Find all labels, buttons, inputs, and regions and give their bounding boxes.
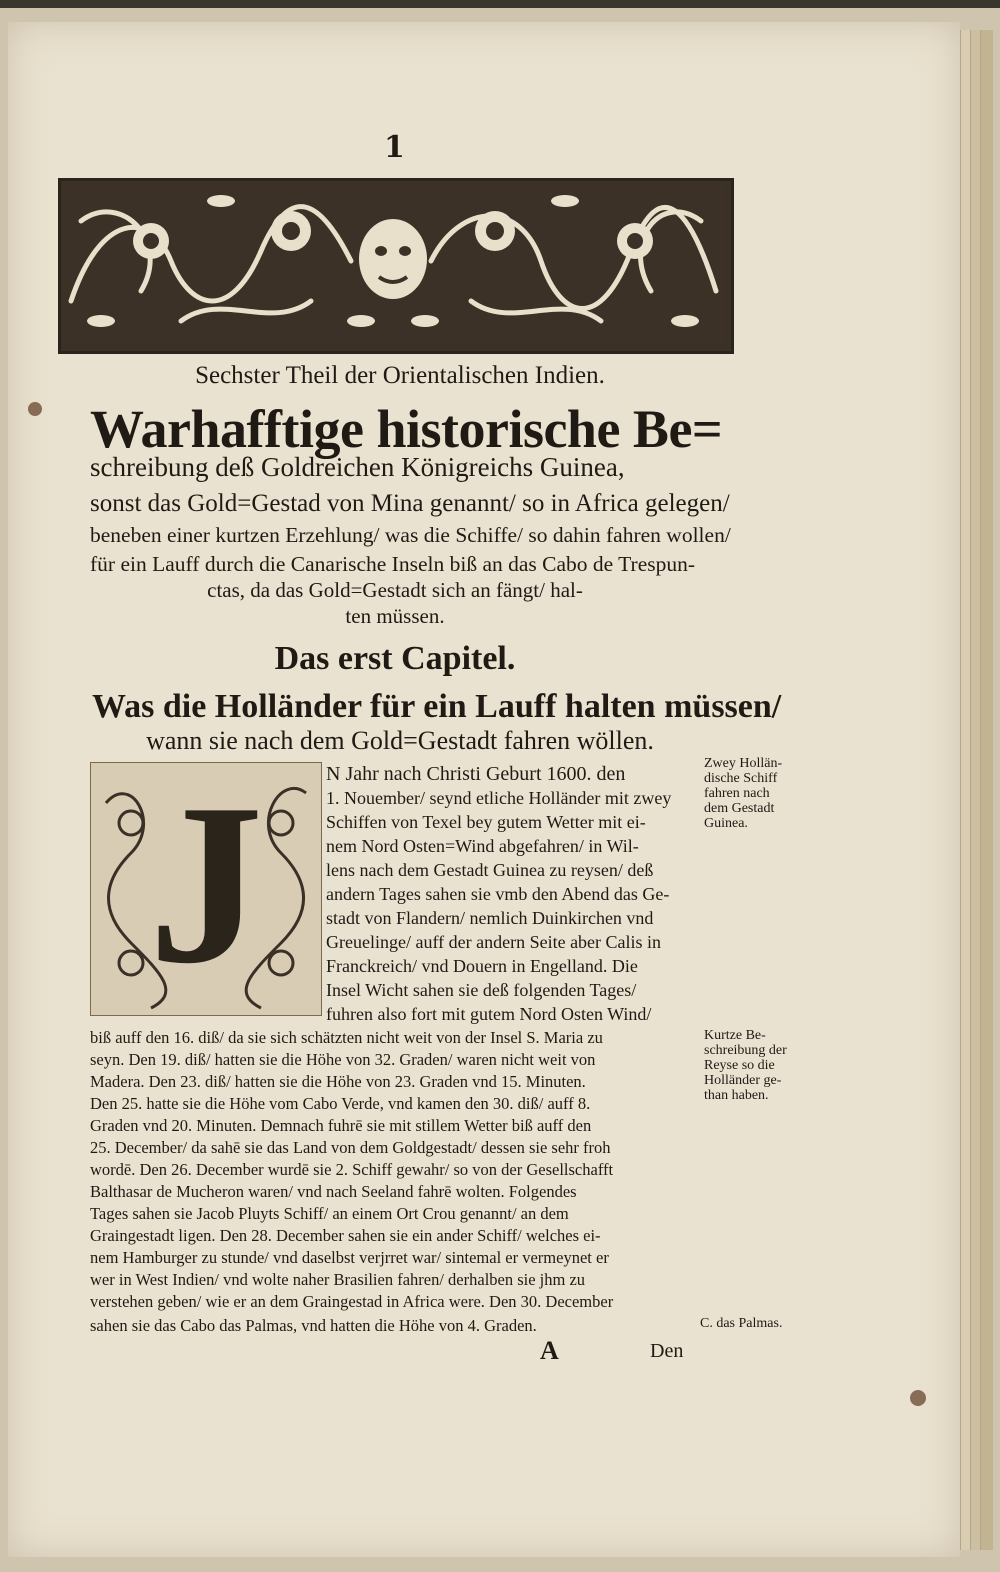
body-line: Graden vnd 20. Minuten. Demnach fuhrē sie mit stillem Wetter biß auff den xyxy=(90,1116,592,1135)
body-line: Balthasar de Mucheron waren/ vnd nach Seeland fahrē wolten. Folgendes xyxy=(90,1182,577,1201)
main-title: Warhafftige historische Be= xyxy=(90,399,723,459)
body-line: wer in West Indien/ vnd wolte naher Brasilien fahren/ derhalben sie jhm zu xyxy=(90,1270,586,1289)
body-line: nem Hamburger zu stunde/ vnd daselbst verjrret war/ sintemal er vermeynet er xyxy=(90,1248,609,1267)
scan-top-border xyxy=(0,0,1000,8)
headpiece-ornament-icon xyxy=(61,181,725,345)
title-line: für ein Lauff durch die Canarische Inseln biß an das Cabo de Trespun- xyxy=(90,552,696,576)
body-line: 1. Nouember/ seynd etliche Holländer mit zwey xyxy=(326,788,672,808)
body-line: fuhren also fort mit gutem Nord Osten Wind/ xyxy=(326,1004,652,1024)
body-line: N Jahr nach Christi Geburt 1600. den xyxy=(326,763,626,785)
title-line: ten müssen. xyxy=(345,604,445,628)
title-line: schreibung deß Goldreichen Königreichs Guinea, xyxy=(90,452,625,482)
body-line: Insel Wicht sahen sie deß folgenden Tages/ xyxy=(326,980,637,1000)
body-line: biß auff den 16. diß/ da sie sich schätzten nicht weit von der Insel S. Maria zu xyxy=(90,1028,603,1047)
body-line: Schiffen von Texel bey gutem Wetter mit ei- xyxy=(326,812,646,832)
margin-note: C. das Palmas. xyxy=(700,1316,783,1331)
body-line: Madera. Den 23. diß/ hatten sie die Höhe von 23. Graden vnd 15. Minuten. xyxy=(90,1072,586,1091)
body-line: verstehen geben/ wie er an dem Graingestad in Africa were. Den 30. December xyxy=(90,1292,614,1311)
chapter-subheading: wann sie nach dem Gold=Gestadt fahren wöllen. xyxy=(146,726,654,755)
title-line: ctas, da das Gold=Gestadt sich an fängt/ hal- xyxy=(207,578,583,602)
body-line: Franckreich/ vnd Douern in Engelland. Die xyxy=(326,956,638,976)
ornamental-headpiece xyxy=(58,178,734,354)
part-title: Sechster Theil der Orientalischen Indien. xyxy=(195,362,605,389)
margin-note: Zwey Hollän- dische Schiff fahren nach dem Gestadt Guinea. xyxy=(704,756,783,831)
foxing-spot xyxy=(28,402,42,416)
page-edge xyxy=(980,30,993,1550)
body-line: Greuelinge/ auff der andern Seite aber Calis in xyxy=(326,932,662,952)
body-line: 25. December/ da sahē sie das Land von dem Goldgestadt/ dessen sie sehr froh xyxy=(90,1138,611,1157)
body-line: wordē. Den 26. December wurdē sie 2. Schiff gewahr/ so von der Gesellschafft xyxy=(90,1160,614,1179)
body-line: stadt von Flandern/ nemlich Duinkirchen vnd xyxy=(326,908,654,928)
body-line: Tages sahen sie Jacob Pluyts Schiff/ an einem Ort Crou genannt/ an dem xyxy=(90,1204,569,1223)
page-number: 1 xyxy=(384,130,405,165)
body-line: Graingestadt ligen. Den 28. December sahen sie ein ander Schiff/ welches ei- xyxy=(90,1226,601,1245)
body-line: andern Tages sahen sie vmb den Abend das Ge- xyxy=(326,884,670,904)
signature-mark: A xyxy=(540,1336,559,1365)
body-line: nem Nord Osten=Wind abgefahren/ in Wil- xyxy=(326,836,639,856)
body-line: Den 25. hatte sie die Höhe vom Cabo Verde, vnd kamen den 30. diß/ auff 8. xyxy=(90,1094,591,1113)
body-line: seyn. Den 19. diß/ hatten sie die Höhe von 32. Graden/ waren nicht weit von xyxy=(90,1050,596,1069)
body-line: lens nach dem Gestadt Guinea zu reysen/ deß xyxy=(326,860,654,880)
margin-note: Kurtze Be- schreibung der Reyse so die Holländer ge- than haben. xyxy=(704,1028,787,1103)
chapter-heading: Das erst Capitel. xyxy=(274,640,516,677)
catchword: Den xyxy=(650,1340,684,1362)
body-line: sahen sie das Cabo das Palmas, vnd hatten die Höhe von 4. Graden. xyxy=(90,1316,537,1335)
title-line: sonst das Gold=Gestad von Mina genannt/ so in Africa gelegen/ xyxy=(90,490,730,517)
foxing-spot xyxy=(910,1390,926,1406)
chapter-subheading: Was die Holländer für ein Lauff halten müssen/ xyxy=(92,688,782,725)
title-line: beneben einer kurtzen Erzehlung/ was die Schiffe/ so dahin fahren wollen/ xyxy=(90,523,731,547)
initial-letter: J xyxy=(148,756,264,1011)
decorated-initial xyxy=(90,756,322,1016)
